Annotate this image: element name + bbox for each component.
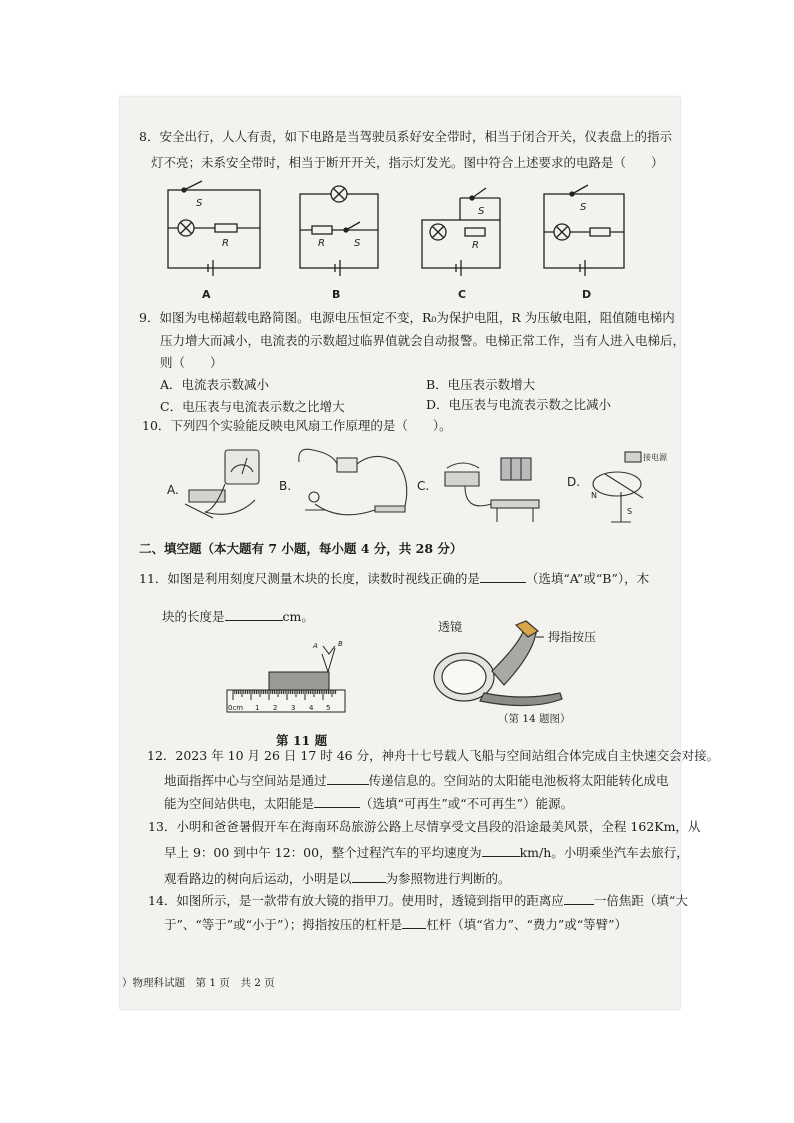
q11-figure-caption: 第 11 题 — [276, 733, 328, 748]
q14-text-line2 — [164, 917, 627, 932]
q14-line1-part1: 14．如图所示，是一款带有放大镜的指甲刀。使用时，透镜到指甲的距离应 — [148, 893, 564, 908]
q13-text-line2 — [164, 845, 689, 860]
q11-ruler-figure — [225, 634, 350, 719]
q10-experiment-figures — [165, 440, 665, 530]
ruler-tick-3: 3 — [291, 704, 296, 712]
q10-option-c: C. — [417, 479, 430, 493]
q14-text-line1 — [148, 893, 688, 908]
circuit-b-switch-label: S — [354, 238, 361, 249]
q13-line3-part2: 为参照物进行判断的。 — [385, 871, 511, 886]
circuit-a-switch-label: S — [196, 198, 203, 209]
q11-line1-part1: 11．如图是利用刻度尺测量木块的长度，读数时视线正确的是 — [139, 571, 480, 586]
q12-line3-part1: 能为空间站供电，太阳能是 — [164, 796, 315, 811]
q11-line1-part2: （选填“A”或“B”），木 — [525, 571, 650, 586]
q10-d-n-label: N — [591, 491, 597, 500]
q12-text-line1: 12．2023 年 10 月 26 日 17 时 46 分，神舟十七号载人飞船与空间站组合体完成自主快速交会对接。 — [147, 748, 720, 763]
q10-option-a: A. — [167, 483, 179, 497]
q14-answer-blank-1[interactable] — [564, 893, 594, 905]
circuit-c-resistor-label: R — [472, 240, 479, 251]
q12-line2-part2: 传递信息的。空间站的太阳能电池板将太阳能转化成电 — [368, 773, 669, 788]
q9-text-line1: 9．如图为电梯超载电路简图。电源电压恒定不变，R₀为保护电阻，R 为压敏电阻，阻值随电梯内 — [139, 310, 675, 325]
q14-line1-part2: 一倍焦距（填“大 — [593, 893, 688, 908]
q8-circuit-diagrams — [160, 180, 640, 305]
q13-text-line1: 13．小明和爸爸暑假开车在海南环岛旅游公路上尽情享受文昌段的沿途最美风景，全程 162Km，从 — [148, 819, 701, 834]
q14-figure-caption: （第 14 题图） — [498, 713, 571, 725]
q13-line2-part1: 早上 9：00 到中午 12：00，整个过程汽车的平均速度为 — [164, 845, 482, 860]
q12-line2-part1: 地面指挥中心与空间站是通过 — [164, 773, 327, 788]
q9-text-line2: 压力增大而减小，电流表的示数超过临界值就会自动报警。电梯正常工作，当有人进入电梯后， — [160, 333, 686, 348]
option-a-label: A — [202, 288, 211, 301]
q10-option-b: B. — [279, 479, 292, 493]
ruler-tick-2: 2 — [273, 704, 278, 712]
q11-answer-blank-2[interactable] — [225, 609, 283, 621]
q12-answer-blank-2[interactable] — [314, 796, 360, 808]
q13-line3-part1: 观看路边的树向后运动，小明是以 — [164, 871, 352, 886]
q13-answer-blank-2[interactable] — [352, 871, 386, 883]
circuit-a — [168, 181, 260, 276]
circuit-b-resistor-label: R — [318, 238, 325, 249]
q8-text-line2: 灯不亮；未系安全带时，相当于断开开关，指示灯发光。图中符合上述要求的电路是（ ） — [151, 155, 664, 170]
q12-text-line3 — [164, 796, 573, 811]
option-b-label: B — [332, 288, 341, 301]
thumb-press-label: 拇指按压 — [548, 630, 597, 644]
q13-text-line3 — [164, 871, 511, 886]
q10-d-s-label: S — [627, 507, 633, 516]
ruler-tick-1: 1 — [255, 704, 260, 712]
q12-answer-blank-1[interactable] — [327, 773, 369, 785]
q11-line2-part1: 块的长度是 — [162, 609, 225, 624]
sight-line-a-label: A — [313, 642, 318, 650]
circuit-c — [422, 188, 500, 276]
circuit-a-resistor-label: R — [222, 238, 229, 249]
option-d-label: D — [582, 288, 592, 301]
q11-text-line1 — [139, 571, 649, 586]
page-footer: ）物理科试题 第 1 页 共 2 页 — [122, 977, 275, 989]
q14-answer-blank-2[interactable] — [402, 917, 426, 929]
ruler-tick-4: 4 — [309, 704, 314, 712]
q9-option-b: B．电压表示数增大 — [426, 377, 536, 392]
q10-text: 10．下列四个实验能反映电风扇工作原理的是（ ）。 — [142, 418, 452, 433]
ruler-tick-5: 5 — [326, 704, 331, 712]
q14-nail-clipper-figure — [420, 615, 650, 725]
q9-option-a: A．电流表示数减小 — [160, 377, 270, 392]
q14-line2-part1: 于”、“等于”或“小于”）；拇指按压的杠杆是 — [164, 917, 403, 932]
q9-option-c: C．电压表与电流表示数之比增大 — [160, 399, 345, 414]
q13-line2-part2: km/h。小明乘坐汽车去旅行， — [519, 845, 689, 860]
sight-line-b-label: B — [338, 640, 343, 648]
option-c-label: C — [458, 288, 467, 301]
circuit-c-switch-label: S — [478, 206, 485, 217]
q13-answer-blank-1[interactable] — [482, 845, 520, 857]
q11-text-line2 — [162, 609, 314, 624]
q12-line3-part2: （选填“可再生”或“不可再生”）能源。 — [360, 796, 574, 811]
q14-line2-part2: 杠杆（填“省力”、“费力”或“等臂”） — [426, 917, 628, 932]
ruler-unit-label: 0cm — [228, 704, 244, 712]
q9-option-d: D．电压表与电流表示数之比减小 — [426, 397, 612, 412]
section-2-heading: 二、填空题（本大题有 7 小题，每小题 4 分，共 28 分） — [139, 541, 463, 556]
q10-d-power-label: 接电源 — [643, 453, 667, 462]
q8-text-line1: 8．安全出行，人人有责，如下电路是当驾驶员系好安全带时，相当于闭合开关，仪表盘上的指示 — [139, 129, 672, 144]
circuit-d-switch-label: S — [580, 202, 587, 213]
q11-line2-part2: cm。 — [282, 609, 314, 624]
q10-option-d: D. — [567, 475, 581, 489]
circuit-b — [300, 186, 378, 276]
lens-label: 透镜 — [438, 620, 463, 634]
q11-answer-blank-1[interactable] — [480, 571, 526, 583]
circuit-d — [544, 185, 624, 276]
q12-text-line2 — [164, 773, 669, 788]
q9-text-line3: 则（ ） — [160, 355, 223, 370]
